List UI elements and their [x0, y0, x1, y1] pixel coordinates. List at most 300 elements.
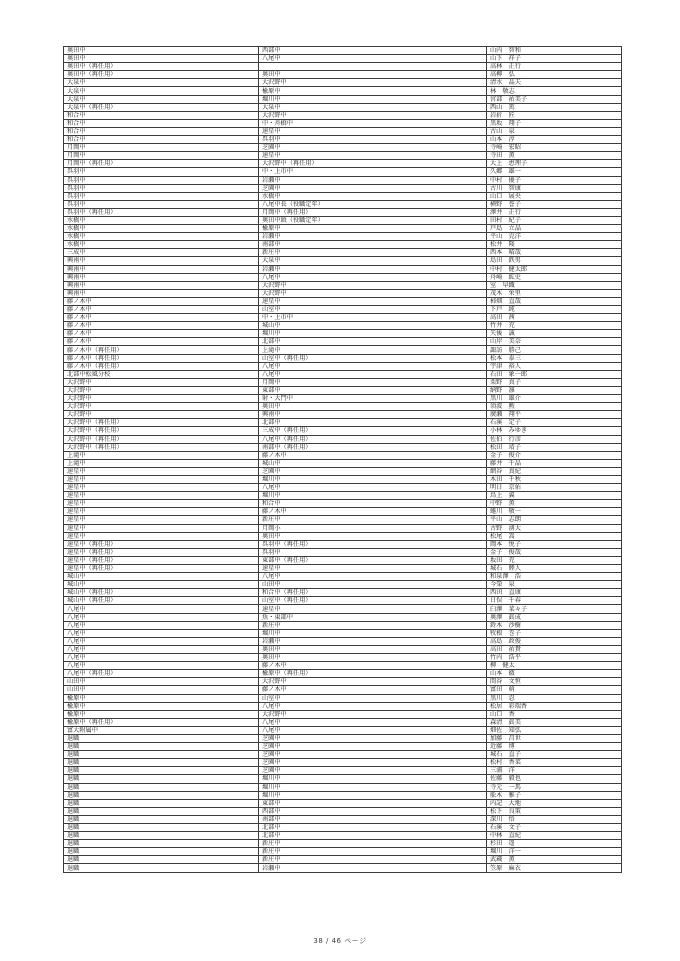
cell-previous-school: 楡原中 — [64, 694, 259, 702]
cell-previous-school: 藤ノ木中 — [64, 338, 259, 346]
table-row — [64, 71, 622, 79]
table-row — [64, 233, 622, 241]
cell-previous-school: 大沢野中 — [64, 386, 259, 394]
cell-previous-school: 退職 — [64, 791, 259, 799]
table-row — [64, 338, 622, 346]
cell-teacher-name: 日俣 千春 — [487, 597, 622, 605]
table-row — [64, 216, 622, 224]
cell-teacher-name: 茂木 栄里 — [487, 289, 622, 297]
cell-new-school: 水橋中 — [259, 192, 487, 200]
cell-teacher-name: 西本 晴哉 — [487, 249, 622, 257]
table-row — [64, 484, 622, 492]
cell-teacher-name: 田村 紀子 — [487, 216, 622, 224]
cell-teacher-name: 宮部 祐美子 — [487, 95, 622, 103]
table-row — [64, 605, 622, 613]
cell-teacher-name: 坂田 充 — [487, 556, 622, 564]
table-row — [64, 743, 622, 751]
cell-previous-school: 奥田中 — [64, 47, 259, 55]
cell-previous-school: 上滝中 — [64, 451, 259, 459]
cell-previous-school: 藤ノ木中 — [64, 330, 259, 338]
table-row — [64, 225, 622, 233]
cell-teacher-name: 黒川 雄介 — [487, 395, 622, 403]
cell-previous-school: 三成中 — [64, 249, 259, 257]
cell-previous-school: 城山中（再任用） — [64, 589, 259, 597]
table-row — [64, 581, 622, 589]
cell-previous-school: 藤ノ木中 — [64, 322, 259, 330]
cell-previous-school: 速星中 — [64, 484, 259, 492]
table-row — [64, 824, 622, 832]
table-row — [64, 532, 622, 540]
cell-teacher-name: 岡本 悦子 — [487, 540, 622, 548]
table-row — [64, 265, 622, 273]
cell-new-school: 八尾中 — [259, 370, 487, 378]
cell-teacher-name: 奥澤 眞成 — [487, 613, 622, 621]
cell-new-school: 南部中 — [259, 815, 487, 823]
cell-teacher-name: 清水 晶夫 — [487, 79, 622, 87]
table-row — [64, 718, 622, 726]
cell-previous-school: 速星中（再任用） — [64, 556, 259, 564]
table-row — [64, 791, 622, 799]
cell-teacher-name: 蜷川 敬一 — [487, 508, 622, 516]
table-row — [64, 297, 622, 305]
cell-teacher-name: 柿畑 直哉 — [487, 297, 622, 305]
cell-teacher-name: 高島 政俊 — [487, 637, 622, 645]
cell-previous-school: 速星中（再任用） — [64, 548, 259, 556]
table-row — [64, 200, 622, 208]
cell-teacher-name: 柳 健太 — [487, 662, 622, 670]
table-row — [64, 362, 622, 370]
table-row — [64, 759, 622, 767]
cell-new-school: 月岡中 — [259, 378, 487, 386]
cell-previous-school: 楡原中 — [64, 702, 259, 710]
cell-teacher-name: 黒坂 翔子 — [487, 119, 622, 127]
cell-previous-school: 速星中 — [64, 467, 259, 475]
cell-previous-school: 奥田中（再任用） — [64, 71, 259, 79]
cell-new-school: 中・上市中 — [259, 314, 487, 322]
table-row — [64, 589, 622, 597]
cell-new-school: 大沢野中 — [259, 289, 487, 297]
cell-teacher-name: 須波 勲 — [487, 403, 622, 411]
cell-previous-school: 退職 — [64, 815, 259, 823]
table-row — [64, 645, 622, 653]
cell-new-school: 山田中 — [259, 581, 487, 589]
page-number: 38 / 46 ページ — [313, 937, 367, 945]
cell-previous-school: 呉羽中 — [64, 192, 259, 200]
cell-teacher-name: 寺田 薫 — [487, 152, 622, 160]
cell-teacher-name: 松井 隆 — [487, 241, 622, 249]
cell-teacher-name: 今榮 泉 — [487, 581, 622, 589]
cell-previous-school: 速星中（再任用） — [64, 540, 259, 548]
cell-teacher-name: 中林 直紀 — [487, 832, 622, 840]
cell-teacher-name: 深川 悟 — [487, 815, 622, 823]
cell-previous-school: 速星中 — [64, 516, 259, 524]
table-row — [64, 330, 622, 338]
cell-teacher-name: 山岸 美奈 — [487, 338, 622, 346]
cell-new-school: 山室中（再任用） — [259, 354, 487, 362]
table-row — [64, 289, 622, 297]
cell-new-school: 和合中（再任用） — [259, 589, 487, 597]
table-row — [64, 354, 622, 362]
table-row — [64, 475, 622, 483]
cell-new-school: 岩瀬中 — [259, 176, 487, 184]
table-row — [64, 63, 622, 71]
table-row — [64, 694, 622, 702]
table-row — [64, 637, 622, 645]
cell-teacher-name: 山口 展央 — [487, 192, 622, 200]
table-row — [64, 427, 622, 435]
table-row — [64, 459, 622, 467]
cell-new-school: 八尾中 — [259, 273, 487, 281]
cell-previous-school: 退職 — [64, 759, 259, 767]
cell-teacher-name: 横野 誉子 — [487, 200, 622, 208]
table-row — [64, 160, 622, 168]
table-row — [64, 184, 622, 192]
cell-previous-school: 速星中 — [64, 492, 259, 500]
table-row — [64, 726, 622, 734]
cell-teacher-name: 山本 淳 — [487, 136, 622, 144]
cell-teacher-name: 森清 眞美 — [487, 718, 622, 726]
cell-new-school: 八尾中 — [259, 573, 487, 581]
cell-previous-school: 水橋中 — [64, 225, 259, 233]
cell-previous-school: 水橋中 — [64, 216, 259, 224]
table-row — [64, 192, 622, 200]
table-row — [64, 783, 622, 791]
table-row — [64, 767, 622, 775]
table-row — [64, 856, 622, 864]
table-row — [64, 807, 622, 815]
cell-previous-school: 和合中 — [64, 127, 259, 135]
cell-teacher-name: 高田 祐貴 — [487, 645, 622, 653]
cell-new-school: 堀川中 — [259, 492, 487, 500]
cell-previous-school: 和合中 — [64, 119, 259, 127]
table-row — [64, 548, 622, 556]
cell-previous-school: 大沢野中 — [64, 411, 259, 419]
cell-teacher-name: 山下 祥子 — [487, 55, 622, 63]
cell-previous-school: 奥田中（再任用） — [64, 63, 259, 71]
cell-previous-school: 興南中 — [64, 257, 259, 265]
cell-new-school: 山室中 — [259, 694, 487, 702]
cell-previous-school: 興南中 — [64, 281, 259, 289]
cell-new-school: 新庄中 — [259, 848, 487, 856]
table-row — [64, 136, 622, 144]
cell-new-school: 奥田中 — [259, 532, 487, 540]
table-row — [64, 127, 622, 135]
cell-previous-school: 八尾中 — [64, 662, 259, 670]
table-row — [64, 306, 622, 314]
cell-previous-school: 水橋中 — [64, 233, 259, 241]
cell-teacher-name: 平山 志朗 — [487, 516, 622, 524]
cell-previous-school: 月岡中 — [64, 152, 259, 160]
cell-previous-school: 速星中（再任用） — [64, 565, 259, 573]
cell-new-school: 大沢野中（再任用） — [259, 160, 487, 168]
cell-previous-school: 大泉中 — [64, 95, 259, 103]
cell-previous-school: 月岡中（再任用） — [64, 160, 259, 168]
cell-new-school: 新庄中 — [259, 249, 487, 257]
cell-previous-school: 退職 — [64, 832, 259, 840]
table-row — [64, 702, 622, 710]
cell-previous-school: 城山中 — [64, 581, 259, 589]
cell-previous-school: 北部中松風分校 — [64, 370, 259, 378]
table-row — [64, 734, 622, 742]
cell-teacher-name: 牧根 巻子 — [487, 629, 622, 637]
cell-new-school: 堀川中 — [259, 475, 487, 483]
cell-previous-school: 大沢野中 — [64, 378, 259, 386]
cell-teacher-name: 山内 智和 — [487, 47, 622, 55]
table-row — [64, 386, 622, 394]
table-row — [64, 419, 622, 427]
cell-new-school: 堀川中 — [259, 330, 487, 338]
table-row — [64, 95, 622, 103]
cell-new-school: 月岡小 — [259, 524, 487, 532]
cell-previous-school: 大泉中 — [64, 79, 259, 87]
cell-new-school: 呉羽中 — [259, 548, 487, 556]
cell-teacher-name: 和泉澤 浩 — [487, 573, 622, 581]
cell-teacher-name: 竹内 浩平 — [487, 654, 622, 662]
cell-new-school: 堀川中 — [259, 629, 487, 637]
cell-teacher-name: 鳥上 翼 — [487, 492, 622, 500]
cell-teacher-name: 林 敬志 — [487, 87, 622, 95]
cell-new-school: 藤ノ木中 — [259, 662, 487, 670]
table-row — [64, 848, 622, 856]
cell-teacher-name: 平山 克洋 — [487, 233, 622, 241]
cell-new-school: 八尾中 — [259, 726, 487, 734]
cell-previous-school: 呉羽中 — [64, 184, 259, 192]
cell-teacher-name: 堀川 洋一 — [487, 848, 622, 856]
cell-previous-school: 退職 — [64, 783, 259, 791]
cell-new-school: 奥田中 — [259, 645, 487, 653]
table-row — [64, 152, 622, 160]
table-body — [64, 47, 622, 873]
cell-previous-school: 大泉中（再任用） — [64, 103, 259, 111]
table-row — [64, 111, 622, 119]
cell-previous-school: 退職 — [64, 864, 259, 872]
cell-teacher-name: 山本 徹 — [487, 670, 622, 678]
cell-teacher-name: 明日 京佑 — [487, 484, 622, 492]
cell-previous-school: 八尾中 — [64, 654, 259, 662]
cell-previous-school: 八尾中 — [64, 621, 259, 629]
table-row — [64, 678, 622, 686]
cell-new-school: 新庄中 — [259, 621, 487, 629]
cell-teacher-name: 高柳 弘 — [487, 71, 622, 79]
table-row — [64, 346, 622, 354]
cell-new-school: 奥田中 — [259, 403, 487, 411]
cell-teacher-name: 島田 鉄男 — [487, 257, 622, 265]
table-row — [64, 176, 622, 184]
cell-previous-school: 八尾中 — [64, 645, 259, 653]
table-row — [64, 168, 622, 176]
cell-previous-school: 城山中 — [64, 573, 259, 581]
table-row — [64, 864, 622, 872]
cell-teacher-name: 竹井 充 — [487, 322, 622, 330]
cell-teacher-name: 松田 靖子 — [487, 443, 622, 451]
table-row — [64, 670, 622, 678]
cell-new-school: 芝園中 — [259, 743, 487, 751]
cell-new-school: 西部中 — [259, 47, 487, 55]
cell-teacher-name: 舩木 雅子 — [487, 791, 622, 799]
cell-new-school: 南部中 — [259, 241, 487, 249]
cell-previous-school: 退職 — [64, 799, 259, 807]
cell-previous-school: 八尾中 — [64, 637, 259, 645]
cell-teacher-name: 岩折 匠 — [487, 111, 622, 119]
table-row — [64, 435, 622, 443]
cell-previous-school: 大沢野中（再任用） — [64, 435, 259, 443]
table-row — [64, 322, 622, 330]
cell-previous-school: 月岡中 — [64, 144, 259, 152]
cell-teacher-name: 栗野 真子 — [487, 378, 622, 386]
cell-new-school: 芝園中 — [259, 751, 487, 759]
cell-teacher-name: 古野 湧大 — [487, 524, 622, 532]
table-row — [64, 257, 622, 265]
cell-new-school: 藤ノ木中 — [259, 508, 487, 516]
table-row — [64, 208, 622, 216]
cell-previous-school: 速星中 — [64, 524, 259, 532]
cell-previous-school: 大沢野中 — [64, 395, 259, 403]
table-row — [64, 467, 622, 475]
cell-previous-school: 富大附属中 — [64, 726, 259, 734]
cell-teacher-name: 中村 健太郎 — [487, 265, 622, 273]
cell-previous-school: 八尾中 — [64, 629, 259, 637]
cell-new-school: 大泉中 — [259, 257, 487, 265]
cell-new-school: 堀川中 — [259, 791, 487, 799]
table-row — [64, 565, 622, 573]
cell-teacher-name: 佐伯 行彦 — [487, 435, 622, 443]
cell-previous-school: 呉羽中 — [64, 200, 259, 208]
cell-previous-school: 山田中 — [64, 678, 259, 686]
table-row — [64, 686, 622, 694]
cell-previous-school: 藤ノ木中（再任用） — [64, 354, 259, 362]
table-row — [64, 370, 622, 378]
cell-new-school: 大沢野中 — [259, 281, 487, 289]
cell-new-school: 月岡中（再任用） — [259, 208, 487, 216]
cell-teacher-name: 西田 直康 — [487, 589, 622, 597]
cell-new-school: 速星中 — [259, 152, 487, 160]
cell-new-school: 呉羽中 — [259, 136, 487, 144]
cell-new-school: 岩瀬中 — [259, 637, 487, 645]
table-row — [64, 119, 622, 127]
cell-new-school: 速星中 — [259, 127, 487, 135]
cell-teacher-name: 金子 俊哉 — [487, 548, 622, 556]
cell-previous-school: 退職 — [64, 775, 259, 783]
cell-teacher-name: 大上 恵理子 — [487, 160, 622, 168]
cell-new-school: 八尾中 — [259, 55, 487, 63]
cell-previous-school: 退職 — [64, 807, 259, 815]
table-row — [64, 613, 622, 621]
cell-previous-school: 大沢野中（再任用） — [64, 427, 259, 435]
cell-previous-school: 退職 — [64, 743, 259, 751]
cell-teacher-name: 山口 香 — [487, 710, 622, 718]
cell-teacher-name: 臼澤 菜々子 — [487, 605, 622, 613]
cell-previous-school: 藤ノ木中 — [64, 297, 259, 305]
table-row — [64, 443, 622, 451]
cell-previous-school: 和合中 — [64, 136, 259, 144]
cell-new-school: 八尾中長（役職定年） — [259, 200, 487, 208]
cell-previous-school: 退職 — [64, 734, 259, 742]
table-row — [64, 815, 622, 823]
table-row — [64, 411, 622, 419]
cell-new-school: 芝園中 — [259, 184, 487, 192]
cell-new-school: 魚・東部中 — [259, 613, 487, 621]
cell-teacher-name: 石溪 定子 — [487, 419, 622, 427]
cell-teacher-name: 廣瀬 翔平 — [487, 411, 622, 419]
table-row — [64, 710, 622, 718]
cell-new-school: 興南中 — [259, 411, 487, 419]
cell-teacher-name: 下戸 純 — [487, 306, 622, 314]
cell-previous-school: 藤ノ木中 — [64, 306, 259, 314]
cell-teacher-name: 宇津 裕人 — [487, 362, 622, 370]
cell-teacher-name: 舟崎 紘史 — [487, 273, 622, 281]
cell-new-school: 岩瀬中 — [259, 265, 487, 273]
cell-previous-school: 呉羽中 — [64, 176, 259, 184]
cell-previous-school: 八尾中（再任用） — [64, 670, 259, 678]
cell-teacher-name: 網谷 真紀 — [487, 467, 622, 475]
cell-new-school: 北部中 — [259, 824, 487, 832]
cell-new-school: 大沢野中 — [259, 710, 487, 718]
cell-new-school: 芝園中 — [259, 144, 487, 152]
cell-previous-school: 呉羽中 — [64, 168, 259, 176]
cell-teacher-name: 近藤 博 — [487, 743, 622, 751]
cell-teacher-name: 古山 泉 — [487, 127, 622, 135]
cell-new-school: 芝園中 — [259, 767, 487, 775]
table-row — [64, 799, 622, 807]
cell-new-school: 岩瀬中 — [259, 233, 487, 241]
cell-teacher-name: 杉田 遥 — [487, 840, 622, 848]
table-row — [64, 47, 622, 55]
cell-new-school: 大泉中 — [259, 103, 487, 111]
cell-teacher-name: 寺元 一馬 — [487, 783, 622, 791]
cell-previous-school: 大沢野中（再任用） — [64, 419, 259, 427]
cell-new-school: 中・上市中 — [259, 168, 487, 176]
cell-new-school: 新庄中 — [259, 856, 487, 864]
table-row — [64, 516, 622, 524]
cell-teacher-name: 寺崎 宏昭 — [487, 144, 622, 152]
cell-teacher-name: 西山 篤 — [487, 103, 622, 111]
table-row — [64, 662, 622, 670]
cell-teacher-name: 武蔵 薫 — [487, 856, 622, 864]
cell-new-school: 堀川中 — [259, 95, 487, 103]
cell-teacher-name: 戸島 立晶 — [487, 225, 622, 233]
cell-previous-school: 興南中 — [64, 265, 259, 273]
cell-new-school: 大沢野中 — [259, 111, 487, 119]
cell-previous-school: 興南中 — [64, 273, 259, 281]
cell-previous-school: 速星中 — [64, 532, 259, 540]
cell-previous-school: 大沢野中 — [64, 403, 259, 411]
cell-teacher-name: 納野 凛 — [487, 386, 622, 394]
cell-previous-school: 速星中 — [64, 475, 259, 483]
cell-teacher-name: 鈴木 沙樹 — [487, 621, 622, 629]
cell-previous-school: 退職 — [64, 824, 259, 832]
table-row — [64, 241, 622, 249]
cell-new-school: 奥田中 — [259, 654, 487, 662]
table-row — [64, 832, 622, 840]
cell-new-school: 東部中（再任用） — [259, 556, 487, 564]
cell-teacher-name: 金子 俊介 — [487, 451, 622, 459]
cell-teacher-name: 松本 泰三 — [487, 354, 622, 362]
cell-new-school: 三成中（再任用） — [259, 427, 487, 435]
cell-new-school: 北部中 — [259, 338, 487, 346]
cell-previous-school: 速星中 — [64, 508, 259, 516]
cell-teacher-name: 畑佐 知弘 — [487, 726, 622, 734]
cell-new-school: 堀川中 — [259, 775, 487, 783]
cell-teacher-name: 内記 大地 — [487, 799, 622, 807]
table-row — [64, 629, 622, 637]
cell-new-school: 速星中 — [259, 605, 487, 613]
cell-new-school: 北部中 — [259, 419, 487, 427]
cell-teacher-name: 松居 彩瑞香 — [487, 702, 622, 710]
cell-previous-school: 藤ノ木中（再任用） — [64, 362, 259, 370]
table-row — [64, 87, 622, 95]
table-row — [64, 103, 622, 111]
cell-teacher-name: 松下 良策 — [487, 807, 622, 815]
